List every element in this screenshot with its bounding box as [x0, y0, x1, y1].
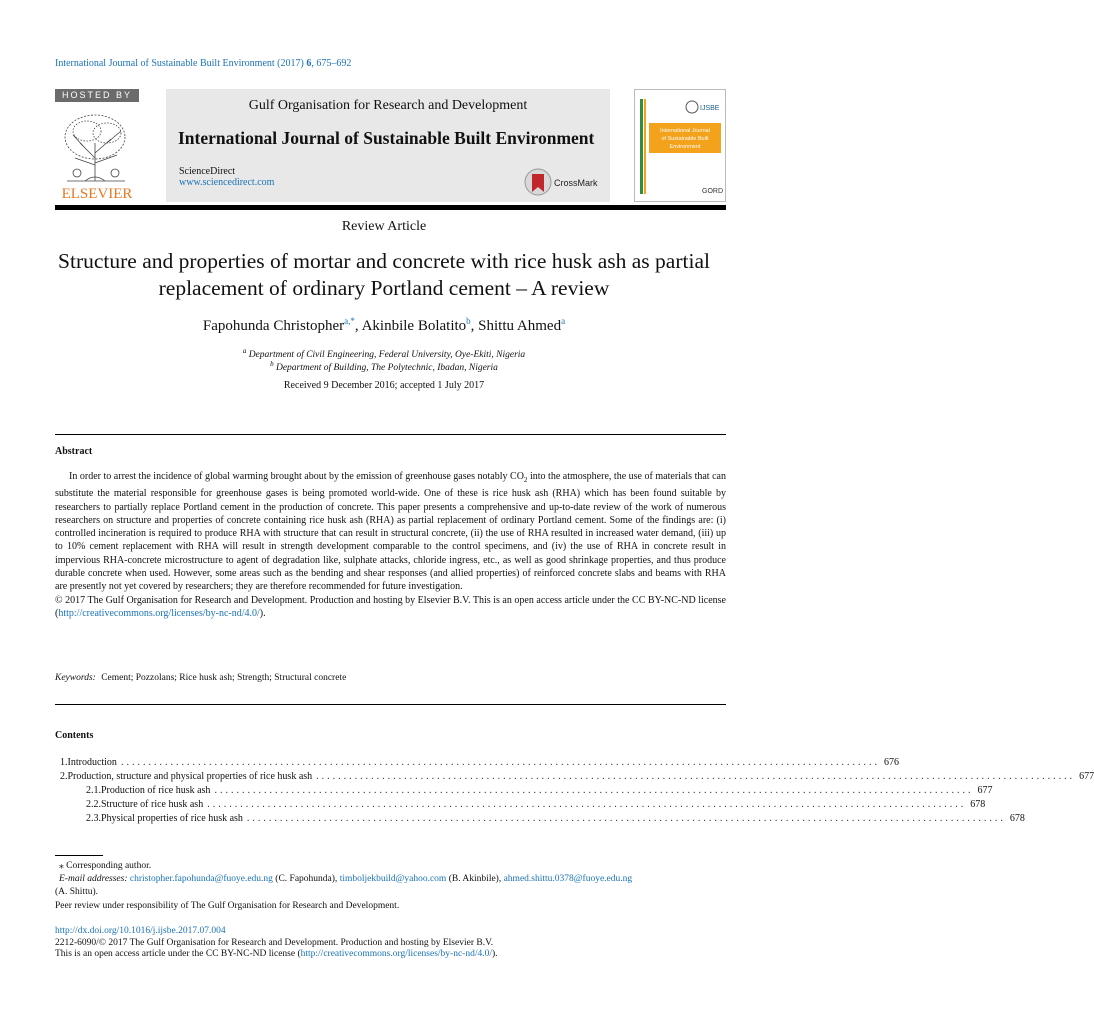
toc-leader: .......................................................................................................................................... [214, 785, 974, 796]
email-link[interactable]: christopher.fapohunda@fuoye.edu.ng [129, 874, 273, 885]
journal-cover-thumbnail[interactable] [634, 89, 726, 202]
hosted-by-label: HOSTED BY [55, 89, 139, 102]
issn-line: 2212-6090/© 2017 The Gulf Organisation for Research and Development. Production and hosting by Elsevier B.V. [55, 937, 494, 948]
doi-link[interactable]: http://dx.doi.org/10.1016/j.ijsbe.2017.07.004 [55, 926, 226, 936]
open-access-line: This is an open access article under the CC BY-NC-ND license (http://creativecommons.org/licenses/by-nc-nd/4.0/). [55, 949, 498, 959]
toc-leader: .......................................................................................................................................... [246, 813, 1006, 824]
toc-leader: .......................................................................................................................................... [316, 771, 1076, 782]
author-name[interactable]: Akinbile Bolatito [361, 318, 467, 334]
abstract-body [55, 470, 726, 620]
journal-citation[interactable] [55, 58, 351, 69]
affiliation: $^a$ Department of Civil Engineering, Federal University, Oye-Ekiti, Nigeria [242, 347, 526, 361]
author-affiliation-marker[interactable]: a,* [344, 316, 355, 326]
organisation-name: Gulf Organisation for Research and Development [248, 98, 528, 113]
elsevier-logo[interactable] [55, 103, 139, 201]
received-dates: Received 9 December 2016; accepted 1 July 2017 [283, 380, 485, 391]
journal-title: International Journal of Sustainable Built Environment [178, 128, 595, 148]
author-list: Fapohunda Christopher$^{a,*}$, Akinbile Bolatito$^b$, Shittu Ahmed$^a$ [202, 316, 566, 334]
toc-leader: .......................................................................................................................................... [207, 799, 967, 810]
abstract-heading: Abstract [55, 446, 93, 457]
email-link[interactable]: timboljekbuild@yahoo.com [339, 874, 447, 885]
toc-leader: .......................................................................................................................................... [120, 757, 880, 768]
contents-heading: Contents [55, 730, 94, 741]
article-title: Structure and properties of mortar and concrete with rice husk ash as partial replacement of ordinary Portland cement – A review [58, 249, 710, 300]
toc-entry[interactable]: 2. Production, structure and physical properties of rice husk ash .......................................................................................................................................... 677 [60, 771, 1094, 782]
email-owner: (A. Shittu). [55, 887, 99, 898]
sciencedirect-block [179, 166, 274, 188]
corresponding-author-note: ⁎ Corresponding author. [59, 861, 152, 871]
sciencedirect-link[interactable]: www.sciencedirect.com [179, 177, 275, 188]
keywords-text: Cement; Pozzolans; Rice husk ash; Strength; Structural concrete [101, 673, 347, 683]
abstract-text: In order to arrest the incidence of global warming brought about by the emission of greenhouse gases notably $CO_2$ into the atmosphere, the use of materials that can substitute the material responsible for greenhouse gases is being promoted world-wide. One of these is rice husk ash (RHA) which has been found suitable by researchers to partially replace Portland cement in the production of concrete. This paper presents a comprehensive and up-to-date review of the work of numerous researchers on structure and properties of concrete containing rice husk ash (RHA) as partial replacement of ordinary Portland cement. Some of the findings are: (i) controlled incineration is required to produce RHA with structure that can result in structural concrete, (ii) the use of RHA resulted in increased water demand, (iii) up to 10% cement replacement with RHA will result in strength development comparable to the control specimens, and (iv) the use of RHA in concrete result in impervious RHA-concrete microstructure to agent of degradation like, sulphate attacks, chloride ingress, etc., as well as good shrinkage properties, and thus produce durable concrete when used. However, some areas such as the bending and shear responses (and allied properties) of reinforced concrete slabs and beams with RHA are presently not yet covered by researchers; they are therefore recommended for future investigation. [55, 471, 726, 593]
journal-citation-prefix: International Journal of Sustainable Built Environment (2017) [55, 58, 304, 69]
crossmark-button[interactable] [524, 168, 614, 196]
author-affiliation-marker[interactable]: b [466, 316, 471, 326]
header-rule [55, 205, 726, 210]
crossmark-label: CrossMark [554, 178, 598, 188]
email-link[interactable]: ahmed.shittu.0378@fuoye.edu.ng [503, 874, 633, 885]
abstract-top-rule [55, 434, 726, 435]
footnotes [55, 860, 726, 913]
license-link[interactable]: http://creativecommons.org/licenses/by-nc-nd/4.0/ [300, 949, 492, 959]
sciencedirect-label: ScienceDirect [179, 166, 236, 177]
toc-entry[interactable]: 2.2. Structure of rice husk ash .......................................................................................................................................... 678 [86, 799, 986, 810]
cover-badge: IJSBE [700, 105, 720, 112]
author-name[interactable]: Fapohunda Christopher [202, 318, 345, 334]
cover-org: GORD [702, 188, 723, 195]
article-type: Review Article [341, 219, 427, 234]
author-affiliation-marker[interactable]: a [561, 316, 566, 326]
journal-pages: , 675–692 [311, 58, 352, 69]
keywords-label: Keywords: [55, 673, 96, 683]
elsevier-wordmark: ELSEVIER [61, 186, 133, 202]
affiliation: $^b$ Department of Building, The Polytechnic, Ibadan, Nigeria [270, 360, 498, 374]
svg-text:of Sustainable Built: of Sustainable Built [661, 136, 709, 142]
keywords [55, 673, 346, 683]
svg-text:International Journal: International Journal [660, 128, 710, 134]
footnote-rule [55, 855, 103, 856]
license-link[interactable]: http://creativecommons.org/licenses/by-nc-nd/4.0/ [58, 607, 260, 619]
abstract-copyright: © 2017 The Gulf Organisation for Research and Development. Production and hosting by Elsevier B.V. This is an open access article under the CC BY-NC-ND license (http://creativecommons.org/licenses/by-nc-nd/4.0/). [55, 594, 726, 619]
bottom-info [55, 926, 726, 961]
author-name[interactable]: Shittu Ahmed [478, 318, 562, 334]
toc-entry[interactable]: 1. Introduction .......................................................................................................................................... 676 [60, 757, 899, 768]
peer-review-note: Peer review under responsibility of The Gulf Organisation for Research and Development. [55, 900, 400, 911]
svg-text:Environment: Environment [669, 144, 701, 150]
toc-entry[interactable]: 2.1. Production of rice husk ash .......................................................................................................................................... 677 [86, 785, 993, 796]
journal-volume: 6 [306, 58, 312, 69]
elsevier-tree-icon [55, 103, 139, 201]
toc-entry[interactable]: 2.3. Physical properties of rice husk ash .......................................................................................................................................... 678 [86, 813, 1025, 824]
contents-top-rule [55, 704, 726, 705]
email-addresses: E-mail addresses: christopher.fapohunda@fuoye.edu.ng (C. Fapohunda), timboljekbuild@yahoo.com (B. Akinbile), ahmed.shittu.0378@fuoye.edu.ng [59, 874, 633, 885]
